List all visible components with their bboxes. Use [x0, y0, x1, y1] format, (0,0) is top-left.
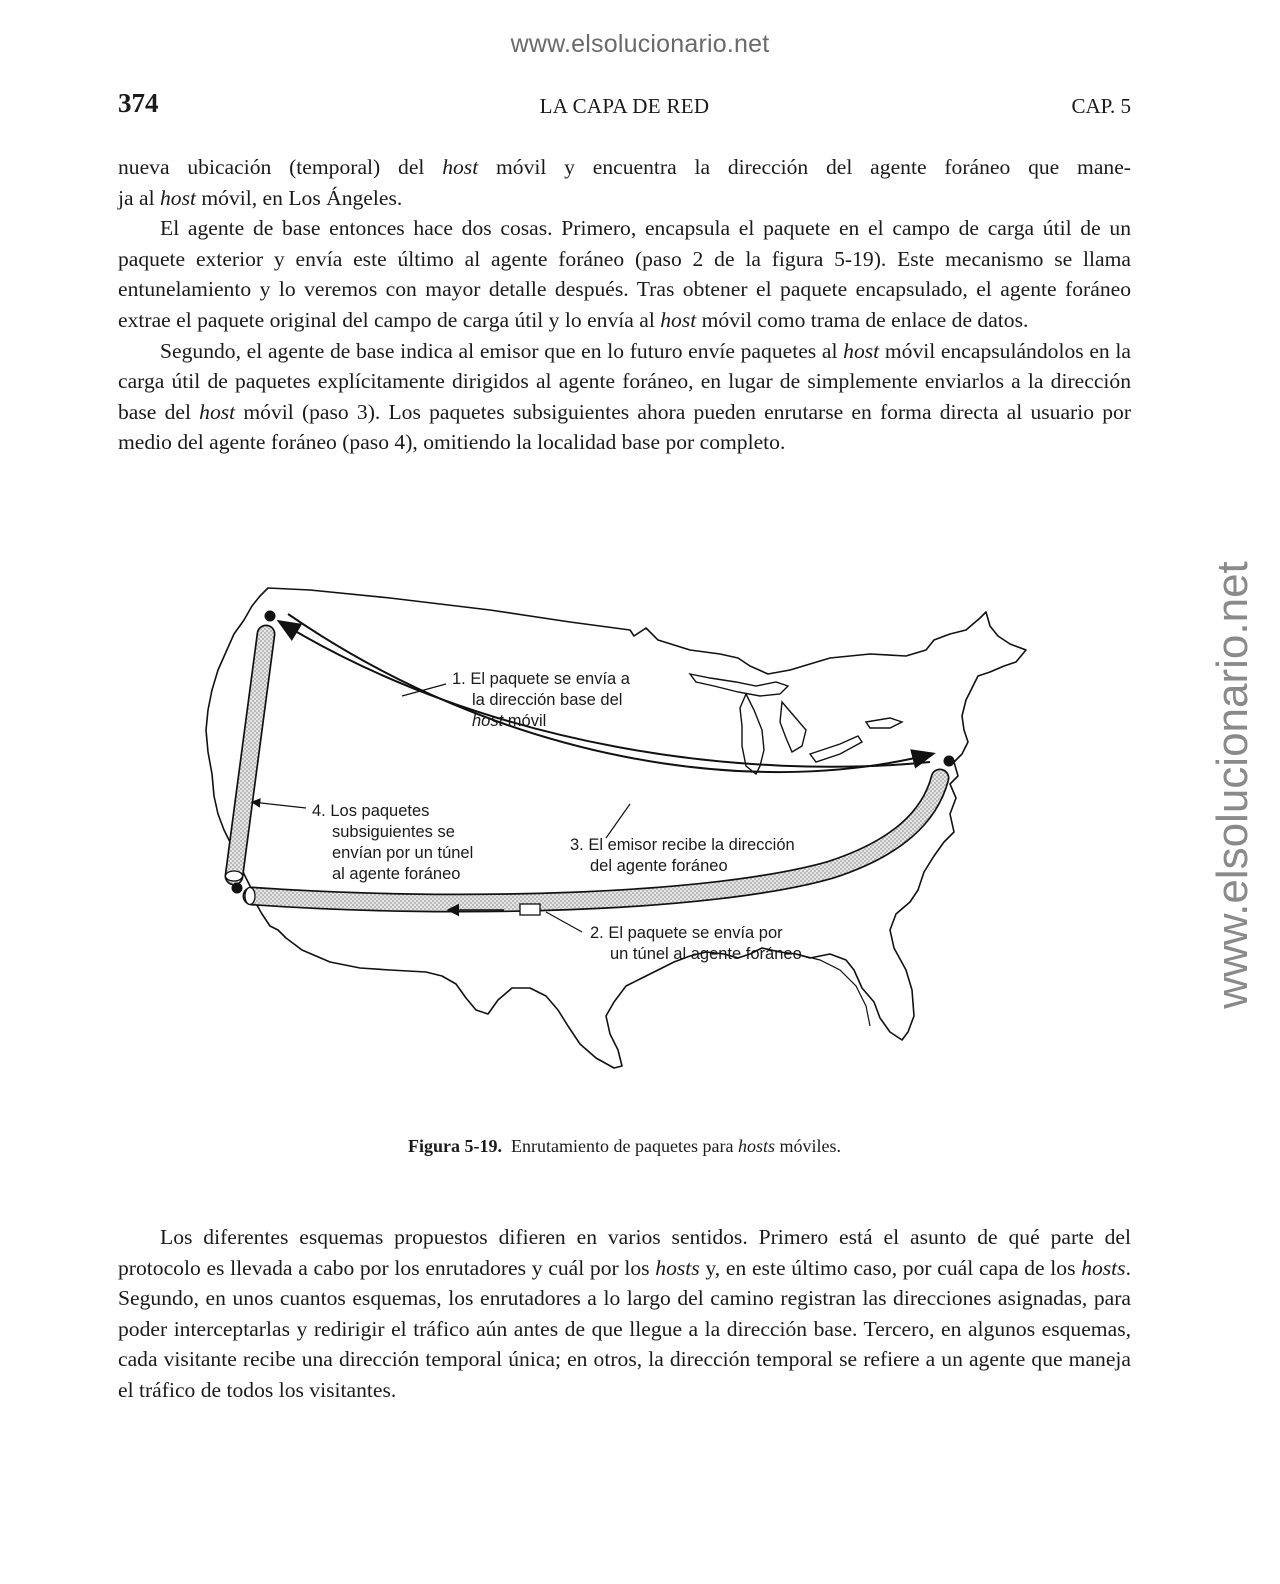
lake-ontario — [866, 718, 902, 728]
paragraph-2: El agente de base entonces hace dos cosas. Primero, encapsula el paquete en el campo de carga útil de un paquete exterior y envía este último al agente foráneo (paso 2 de la figura 5-19). Este mecanismo se llama entunelamiento y lo veremos con mayor detalle después. Tras obtener el paquete encapsulado, el agente foráneo extrae el paquete original del campo de carga útil y lo envía al host móvil como trama de enlace de datos. — [118, 216, 1131, 332]
figure-caption: Figura 5-19. Enrutamiento de paquetes para hosts móviles. — [408, 1136, 841, 1156]
host-dot-ny — [944, 756, 955, 767]
tunnel-end-la-vertical — [226, 871, 243, 881]
tunnel-end-la — [245, 888, 255, 905]
running-title: LA CAPA DE RED — [539, 94, 710, 118]
label-step3: 3. El emisor recibe la dirección del agente foráneo — [570, 836, 795, 875]
intro-line-2: ja al host móvil, en Los Ángeles. — [118, 185, 403, 210]
lake-huron — [780, 702, 806, 752]
leader-label-3 — [606, 804, 630, 838]
host-dot-la — [232, 883, 243, 894]
label-step1: 1. El paquete se envía a la dirección base del host móvil — [452, 670, 630, 730]
chapter-label: CAP. 5 — [1071, 94, 1131, 118]
text-bottom — [118, 1222, 1131, 1406]
page-number: 374 — [118, 88, 159, 118]
paragraph-3: Segundo, el agente de base indica al emisor que en lo futuro envíe paquetes al host móvil encapsulándolos en la carga útil de paquetes explícitamente dirigidos al agente foráneo, en lugar de simplemente enviarlos a la dirección base del host móvil (paso 3). Los paquetes subsiguientes ahora pueden enrutarse en forma directa al usuario por medio del agente foráneo (paso 4), omitiendo la localidad base por completo. — [118, 338, 1132, 455]
figure-5-19 — [190, 570, 1060, 1120]
florida — [796, 954, 870, 1026]
label-step2: 2. El paquete se envía por un túnel al agente foráneo — [590, 924, 802, 963]
packet-box — [520, 904, 540, 915]
label-step4: 4. Los paquetes subsiguientes se envían por un túnel al agente foráneo — [312, 802, 474, 883]
page-header — [118, 88, 1131, 124]
watermark-side-container — [1208, 540, 1258, 1030]
intro-line-1: nueva ubicación (temporal) del host móvil y encuentra la dirección del agente foráneo que mane- — [118, 155, 1131, 179]
tunnel-west-coast-fill — [234, 634, 266, 876]
lake-superior — [690, 674, 788, 696]
watermark-top: www.elsolucionario.net — [510, 30, 770, 58]
lake-erie — [810, 736, 862, 762]
host-dot-seattle — [265, 611, 276, 622]
leader-label-2 — [546, 912, 582, 932]
leader-label-4 — [252, 802, 306, 808]
text-top — [118, 152, 1131, 458]
us-map-diagram — [190, 570, 1060, 1120]
paragraph-4: Los diferentes esquemas propuestos difieren en varios sentidos. Primero está el asunto de qué parte del protocolo es llevada a cabo por los enrutadores y cuál por los hosts y, en este último caso, por cuál capa de los hosts. Segundo, en unos cuantos esquemas, los enrutadores a lo largo del camino registran las direcciones asignadas, para poder interceptarlas y redirigir el tráfico aún antes de que llegue a la dirección base. Tercero, en algunos esquemas, cada visitante recibe una dirección temporal única; en otros, la dirección temporal se refiere a un agente que maneja el tráfico de todos los visitantes. — [118, 1225, 1131, 1402]
lake-michigan — [740, 694, 764, 774]
watermark-side: www.elsolucionario.net — [1208, 561, 1257, 1009]
